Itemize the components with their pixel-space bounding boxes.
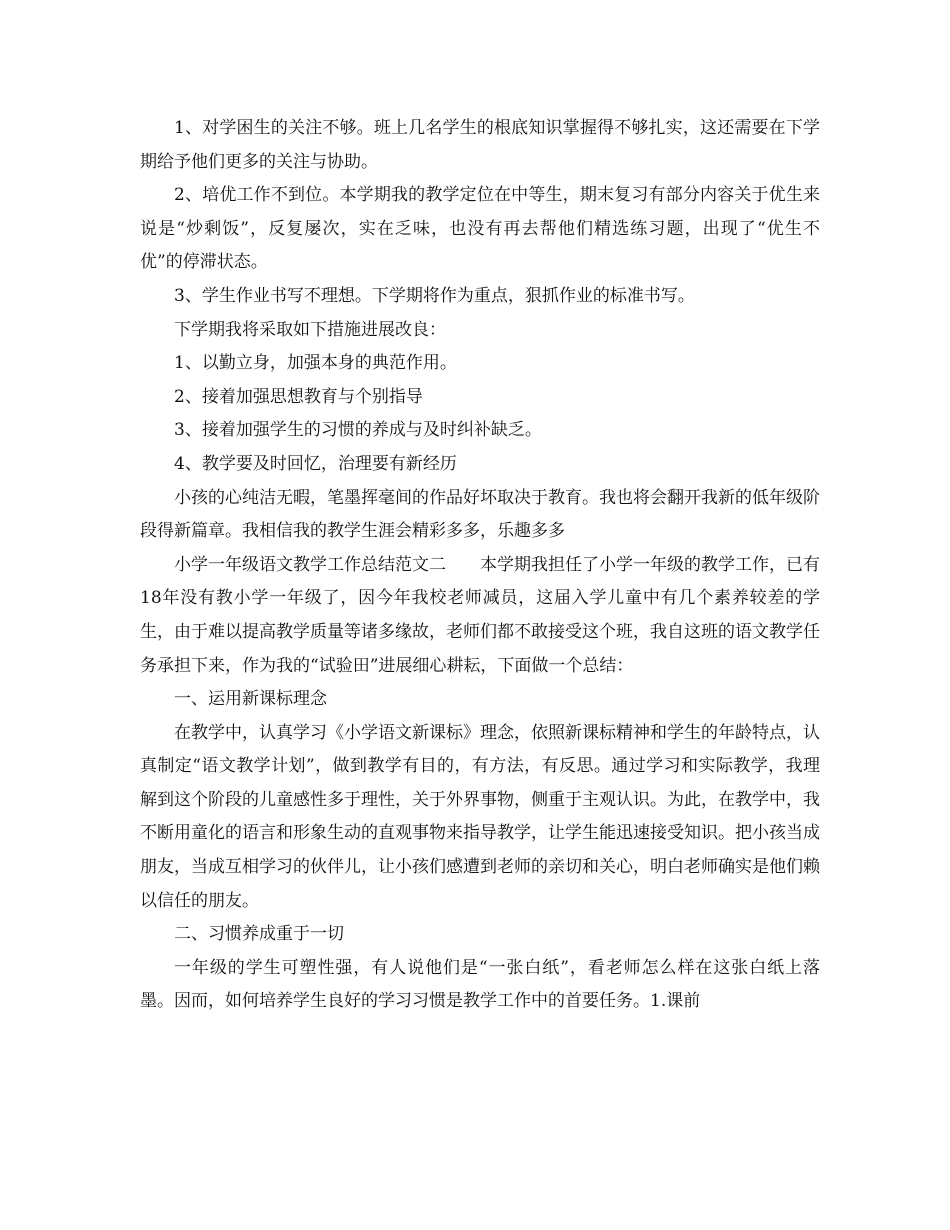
paragraph-closing: 小孩的心纯洁无暇，笔墨挥毫间的作品好坏取决于教育。我也将会翻开我新的低年级阶段得新篇章。我相信我的教学生涯会精彩多多，乐趣多多 — [140, 487, 820, 542]
heading-habits: 二、习惯养成重于一切 — [174, 924, 344, 945]
paragraph-new-curriculum: 在教学中，认真学习《小学语文新课标》理念，依照新课标精神和学生的年龄特点，认真制定“语文教学计划”，做到教学有目的，有方法，有反思。通过学习和实际教学，我理解到这个阶段的儿童感性多于理性，关于外界事物，侧重于主观认识。为此，在教学中，我不断用童化的语言和形象生动的直观事物来指导教学，让学生能迅速接受知识。把小孩当成朋友，当成互相学习的伙伴儿，让小孩们感遭到老师的亲切和关心，明白老师确实是他们赖以信任的朋友。 — [140, 722, 820, 911]
paragraph-weak-students: 1、对学困生的关注不够。班上几名学生的根底知识掌握得不够扎实，这还需要在下学期给予他们更多的关注与协助。 — [140, 118, 820, 172]
paragraph-measures-intro: 下学期我将采取如下措施进展改良： — [174, 319, 446, 340]
document-body — [140, 112, 820, 1019]
paragraph-habits: 一年级的学生可塑性强，有人说他们是“一张白纸”，看老师怎么样在这张白纸上落墨。因而，如何培养学生良好的学习习惯是教学工作中的首要任务。1.课前 — [140, 957, 820, 1012]
paragraph-homework: 3、学生作业书写不理想。下学期将作为重点，狠抓作业的标准书写。 — [174, 285, 695, 306]
paragraph-measure-1: 1、以勤立身，加强本身的典范作用。 — [174, 353, 457, 374]
paragraph-top-students: 2、培优工作不到位。本学期我的教学定位在中等生，期末复习有部分内容关于优生来说是“炒剩饭”，反复屡次，实在乏味，也没有再去帮他们精选练习题，出现了“优生不优”的停滞状态。 — [140, 185, 820, 273]
paragraph-sample-two: 小学一年级语文教学工作总结范文二 本学期我担任了小学一年级的教学工作，已有18年没有教小学一年级了，因今年我校老师减员，这届入学儿童中有几个素养较差的学生，由于难以提高教学质量等诸多缘故，老师们都不敢接受这个班，我自这班的语文教学任务承担下来，作为我的“试验田”进展细心耕耘，下面做一个总结： — [140, 554, 820, 676]
paragraph-measure-3: 3、接着加强学生的习惯的养成与及时纠补缺乏。 — [174, 420, 542, 441]
paragraph-measure-4: 4、教学要及时回忆，治理要有新经历 — [174, 453, 457, 474]
paragraph-measure-2: 2、接着加强思想教育与个别指导 — [174, 386, 423, 407]
heading-new-curriculum: 一、运用新课标理念 — [174, 689, 327, 710]
